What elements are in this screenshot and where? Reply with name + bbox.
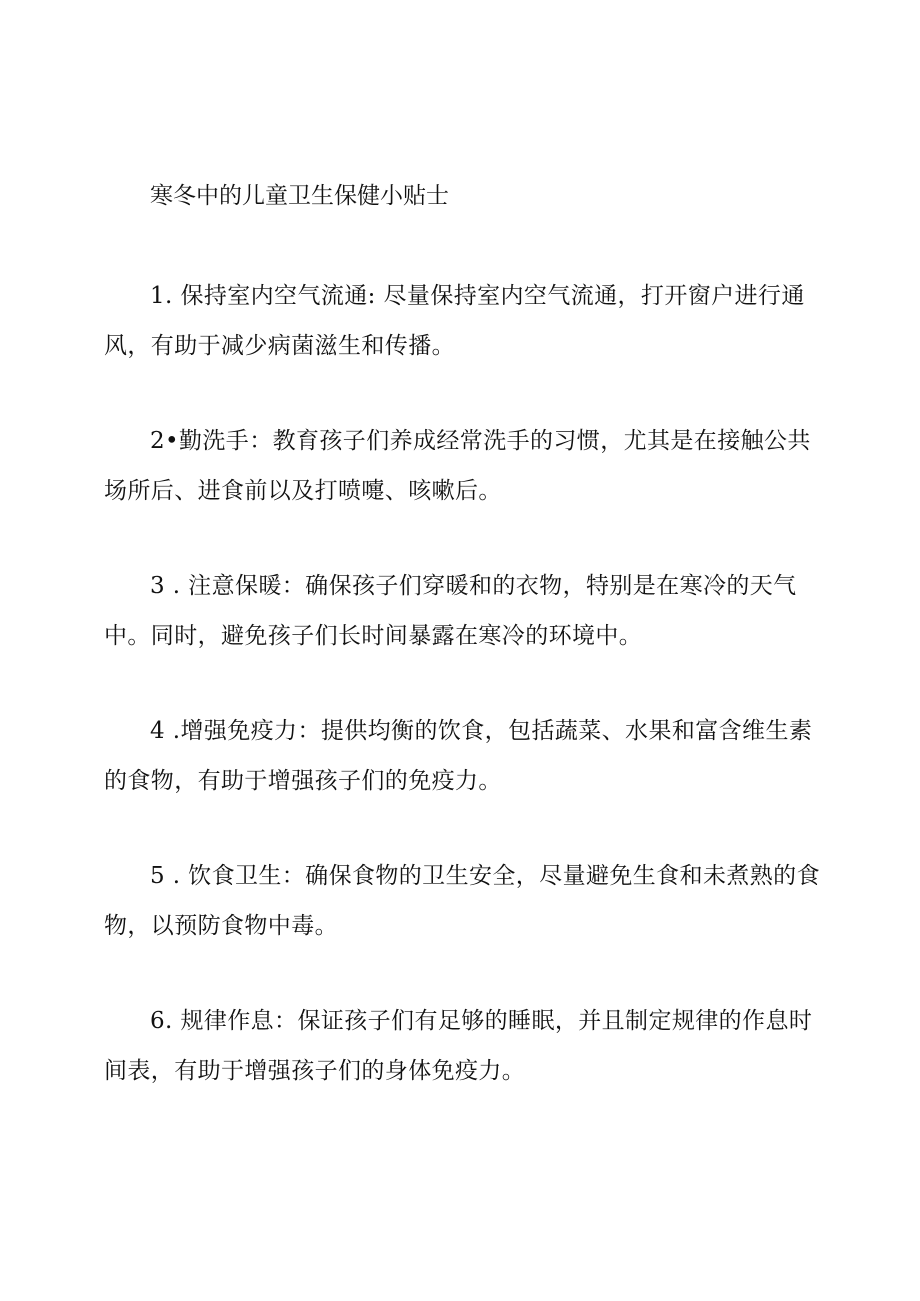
tip-paragraph-food-hygiene: 5 . 饮食卫生：确保食物的卫生安全，尽量避免生食和未煮熟的食物，以预防食物中毒。	[104, 863, 820, 939]
tip-paragraph-routine: 6. 规律作息：保证孩子们有足够的睡眠，并且制定规律的作息时间表，有助于增强孩子们的身体免疫力。	[104, 1008, 813, 1084]
tip-paragraph-handwashing: 2•勤洗手：教育孩子们养成经常洗手的习惯，尤其是在接触公共场所后、进食前以及打喷嚏、咳嗽后。	[104, 428, 811, 504]
tip-paragraph-ventilation: 1. 保持室内空气流通: 尽量保持室内空气流通，打开窗户进行通风，有助于减少病菌滋生和传播。	[104, 283, 805, 359]
tip-paragraph-keep-warm: 3 . 注意保暖：确保孩子们穿暖和的衣物，特别是在寒冷的天气中。同时，避免孩子们长时间暴露在寒冷的环境中。	[104, 573, 797, 649]
document-title: 寒冬中的儿童卫生保健小贴士	[150, 183, 449, 209]
tip-paragraph-immunity: 4 .增强免疫力：提供均衡的饮食，包括蔬菜、水果和富含维生素的食物，有助于增强孩子们的免疫力。	[104, 718, 813, 794]
